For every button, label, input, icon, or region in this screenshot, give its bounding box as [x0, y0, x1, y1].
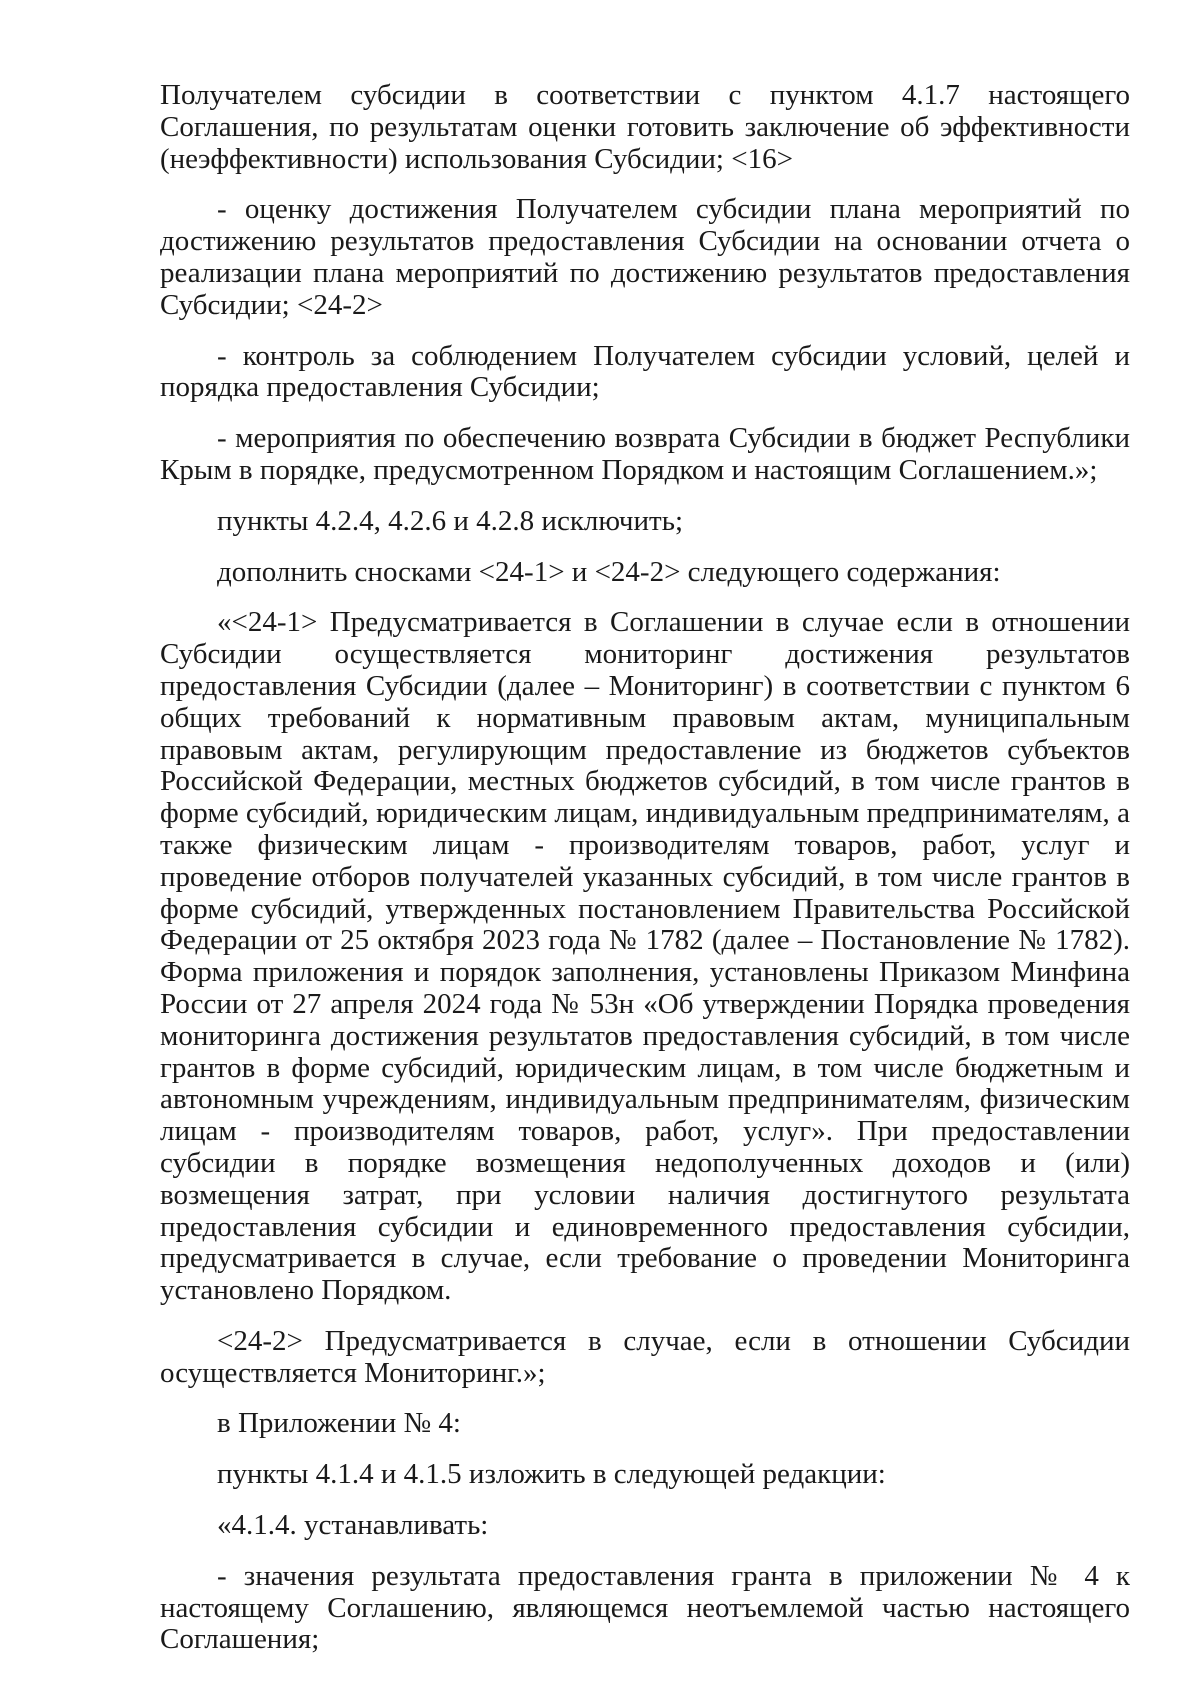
paragraph-footnote-24-1: «<24-1> Предусматривается в Соглашении в случае если в отношении Субсидии осуществляется мониторинг достижения результатов предоставления Субсидии (далее – Мониторинг) в соответствии с пунктом 6 общих требований к нормативным правовым актам, муниципальным правовым актам, регулирующим предоставление из бюджетов субъектов Российской Федерации, местных бюджетов субсидий, в том числе грантов в форме субсидий, юридическим лицам, индивидуальным предпринимателям, а также физическим лицам - производителям товаров, работ, услуг и проведение отборов получателей указанных субсидий, в том числе грантов в форме субсидий, утвержденных постановлением Правительства Российской Федерации от 25 октября 2023 года № 1782 (далее – Постановление № 1782). Форма приложения и порядок заполнения, установлены Приказом Минфина России от 27 апреля 2024 года № 53н «Об утверждении Порядка проведения мониторинга достижения результатов предоставления субсидий, в том числе грантов в форме субсидий, юридическим лицам, в том числе бюджетным и автономным учреждениям, индивидуальным предпринимателям, физическим лицам - производителям товаров, работ, услуг». При предоставлении субсидии в порядке возмещения недополученных доходов и (или) возмещения затрат, при условии наличия достигнутого результата предоставления субсидии и единовременного предоставления субсидии, предусматривается в случае, если требование о проведении Мониторинга установлено Порядком.	[160, 606, 1130, 1307]
paragraph-11: «4.1.4. устанавливать:	[217, 1509, 489, 1542]
paragraph-12: - значения результата предоставления гранта в приложении № 4 к настоящему Соглашению, являющемся неотъемлемой частью настоящего Соглашения;	[160, 1559, 1130, 1656]
paragraph-6: дополнить сносками <24-1> и <24-2> следующего содержания:	[217, 555, 1001, 588]
paragraph-2: - оценку достижения Получателем субсидии плана мероприятий по достижению результатов предоставления Субсидии на основании отчета о реализации плана мероприятий по достижению результатов предоставления Субсидии; <24-2>	[160, 193, 1130, 321]
paragraph-1: Получателем субсидии в соответствии с пунктом 4.1.7 настоящего Соглашения, по результатам оценки готовить заключение об эффективности (неэффективности) использования Субсидии; <16>	[160, 79, 1130, 175]
paragraph-4: - мероприятия по обеспечению возврата Субсидии в бюджет Республики Крым в порядке, предусмотренном Порядком и настоящим Соглашением.»;	[160, 422, 1130, 486]
document-body	[160, 80, 1130, 1656]
paragraph-footnote-24-2: <24-2> Предусматривается в случае, если в отношении Субсидии осуществляется Мониторинг.»;	[160, 1324, 1130, 1389]
paragraph-5: пункты 4.2.4, 4.2.6 и 4.2.8 исключить;	[217, 504, 683, 537]
paragraph-appendix-4: в Приложении № 4:	[217, 1407, 461, 1440]
paragraph-10: пункты 4.1.4 и 4.1.5 изложить в следующей редакции:	[217, 1458, 886, 1491]
paragraph-3: - контроль за соблюдением Получателем субсидии условий, целей и порядка предоставления Субсидии;	[160, 339, 1130, 404]
